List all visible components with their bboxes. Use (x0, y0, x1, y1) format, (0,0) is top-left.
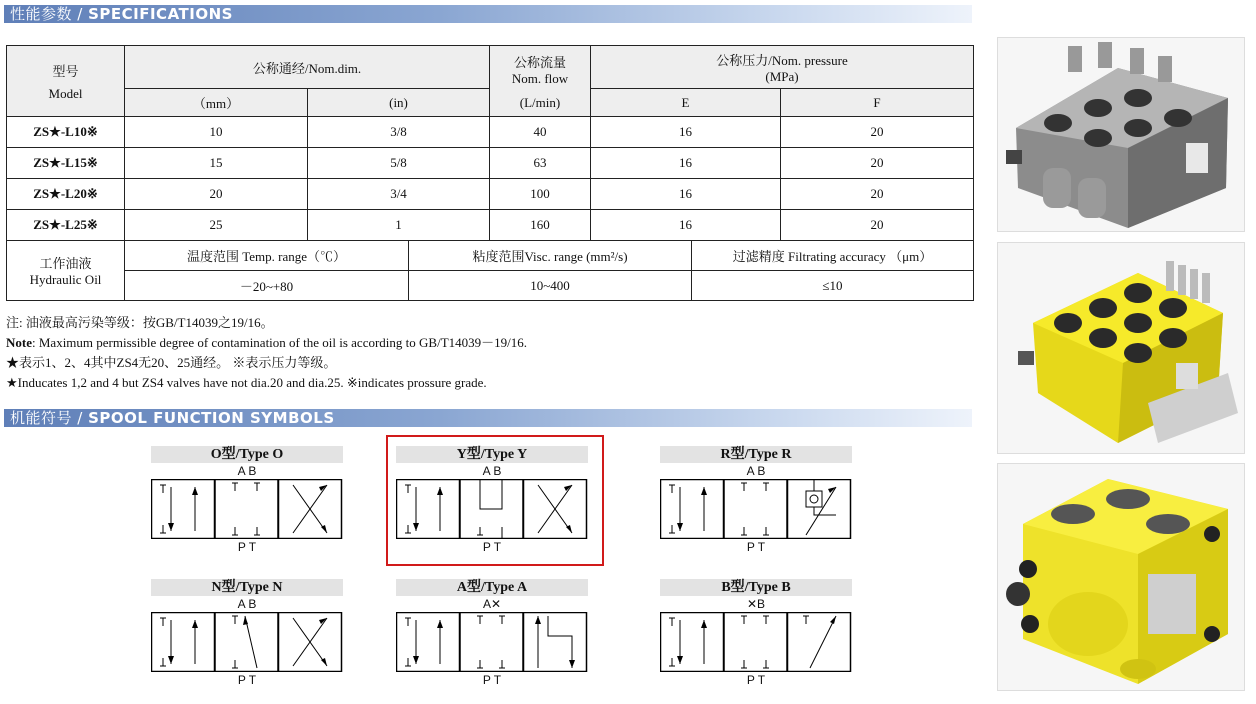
note-en-text: : Maximum permissible degree of contamination of the oil is according to GB/T14039－19/16. (32, 335, 527, 350)
symbol-a-letter: A (482, 597, 491, 611)
e-cell: 16 (591, 148, 781, 179)
nom-dim-header: 公称通经/Nom.dim. (125, 46, 490, 89)
symbol-title: N型/Type N (151, 579, 343, 596)
symbol-ab-label: A B (237, 597, 257, 611)
model-cell: ZS★-L15※ (7, 148, 125, 179)
filter-accuracy-header: 过滤精度 Filtrating accuracy （μm） (692, 241, 974, 271)
note-en (6, 333, 527, 353)
flow-cell: 160 (490, 210, 591, 241)
table-row (7, 210, 974, 241)
valve-photo-gray (997, 37, 1245, 232)
type-y-highlight-box (386, 435, 604, 566)
star-note-cn: ★表示1、2、4其中ZS4无20、25通经。 ※表示压力等级。 (6, 355, 337, 370)
table-row (7, 148, 974, 179)
f-cell: 20 (781, 117, 974, 148)
symbol-pt-label: P T (482, 673, 502, 687)
symbol-b-letter: B (757, 597, 766, 611)
flow-cell: 100 (490, 179, 591, 210)
symbol-pt-label: P T (746, 540, 766, 554)
mm-cell: 20 (125, 179, 308, 210)
symbol-pt-label: P T (746, 673, 766, 687)
table-row (7, 179, 974, 210)
in-cell: 1 (308, 210, 490, 241)
symbol-type-a (396, 579, 588, 688)
hydraulic-oil-table (6, 240, 974, 301)
model-header (7, 46, 125, 117)
spool-function-header-cn: 机能符号 / (10, 409, 89, 427)
spool-a-symbol (396, 612, 588, 672)
symbol-ab-label: A B (482, 464, 502, 478)
spool-b-symbol (660, 612, 852, 672)
mm-cell: 15 (125, 148, 308, 179)
in-header: (in) (308, 89, 490, 117)
spool-n-symbol (151, 612, 343, 672)
pressure-header-cn: 公称压力/Nom. pressure (716, 52, 848, 68)
symbol-ab-label: A B (237, 464, 257, 478)
pressure-header-unit: (MPa) (765, 68, 799, 84)
yellow-valve-image-1 (998, 243, 1244, 453)
table-row (7, 117, 974, 148)
specifications-header-cn: 性能参数 / (10, 5, 89, 23)
mm-cell: 25 (125, 210, 308, 241)
symbol-type-o (151, 446, 343, 555)
hydraulic-oil-en: Hydraulic Oil (29, 272, 102, 287)
in-cell: 3/4 (308, 179, 490, 210)
note-en-label: Note (6, 335, 32, 350)
symbol-pt-label: P T (482, 540, 502, 554)
flow-header-en: Nom. flow (511, 70, 569, 86)
hydraulic-oil-label (7, 241, 125, 301)
gray-valve-image (998, 38, 1244, 231)
filter-accuracy-value: ≤10 (692, 271, 974, 301)
model-cell: ZS★-L20※ (7, 179, 125, 210)
symbol-title: O型/Type O (151, 446, 343, 463)
temp-range-value: －20~+80 (125, 271, 409, 301)
flow-header-cn: 公称流量 (513, 54, 566, 70)
f-cell: 20 (781, 179, 974, 210)
symbol-title: Y型/Type Y (396, 446, 588, 463)
e-cell: 16 (591, 117, 781, 148)
f-header: F (781, 89, 974, 117)
pressure-header (591, 46, 974, 89)
in-cell: 5/8 (308, 148, 490, 179)
visc-range-value: 10~400 (409, 271, 692, 301)
symbol-title: A型/Type A (396, 579, 588, 596)
blocked-port-icon: ✕ (746, 597, 758, 611)
specifications-header (4, 5, 972, 23)
mm-cell: 10 (125, 117, 308, 148)
specifications-header-en: SPECIFICATIONS (88, 5, 233, 23)
in-cell: 3/8 (308, 117, 490, 148)
symbol-title: B型/Type B (660, 579, 852, 596)
mm-header: （mm） (125, 89, 308, 117)
note-cn: 注: 油液最高污染等级：按GB/T14039之19/16。 (6, 315, 274, 330)
e-cell: 16 (591, 179, 781, 210)
symbol-title: R型/Type R (660, 446, 852, 463)
flow-header (490, 46, 591, 117)
model-header-cn: 型号 (52, 63, 79, 79)
symbol-type-b (660, 579, 852, 688)
symbol-type-r (660, 446, 852, 555)
flow-cell: 40 (490, 117, 591, 148)
symbol-pt-label: P T (237, 540, 257, 554)
f-cell: 20 (781, 148, 974, 179)
notes (6, 313, 527, 393)
spec-table (6, 45, 974, 241)
e-cell: 16 (591, 210, 781, 241)
symbol-pt-label: P T (237, 673, 257, 687)
e-header: E (591, 89, 781, 117)
model-cell: ZS★-L10※ (7, 117, 125, 148)
yellow-valve-image-2 (998, 464, 1244, 690)
blocked-port-icon: ✕ (490, 597, 502, 611)
model-cell: ZS★-L25※ (7, 210, 125, 241)
flow-header-unit: (L/min) (519, 94, 561, 110)
flow-cell: 63 (490, 148, 591, 179)
spool-function-header-en: SPOOL FUNCTION SYMBOLS (88, 409, 335, 427)
spool-r-symbol (660, 479, 852, 539)
star-note-en: ★Inducates 1,2 and 4 but ZS4 valves have not dia.20 and dia.25. ※indicates prossure grade. (6, 375, 487, 390)
symbol-ab-label (396, 596, 588, 612)
f-cell: 20 (781, 210, 974, 241)
spool-function-header (4, 409, 972, 427)
visc-range-header: 粘度范围Visc. range (mm²/s) (409, 241, 692, 271)
temp-range-header: 温度范围 Temp. range（℃） (125, 241, 409, 271)
valve-photo-yellow-2 (997, 463, 1245, 691)
symbol-ab-label (660, 596, 852, 612)
spool-o-symbol (151, 479, 343, 539)
symbol-type-n (151, 579, 343, 688)
hydraulic-oil-cn: 工作油液 (39, 256, 92, 271)
model-header-en: Model (48, 85, 83, 101)
symbol-ab-label: A B (746, 464, 766, 478)
valve-photo-yellow-1 (997, 242, 1245, 454)
